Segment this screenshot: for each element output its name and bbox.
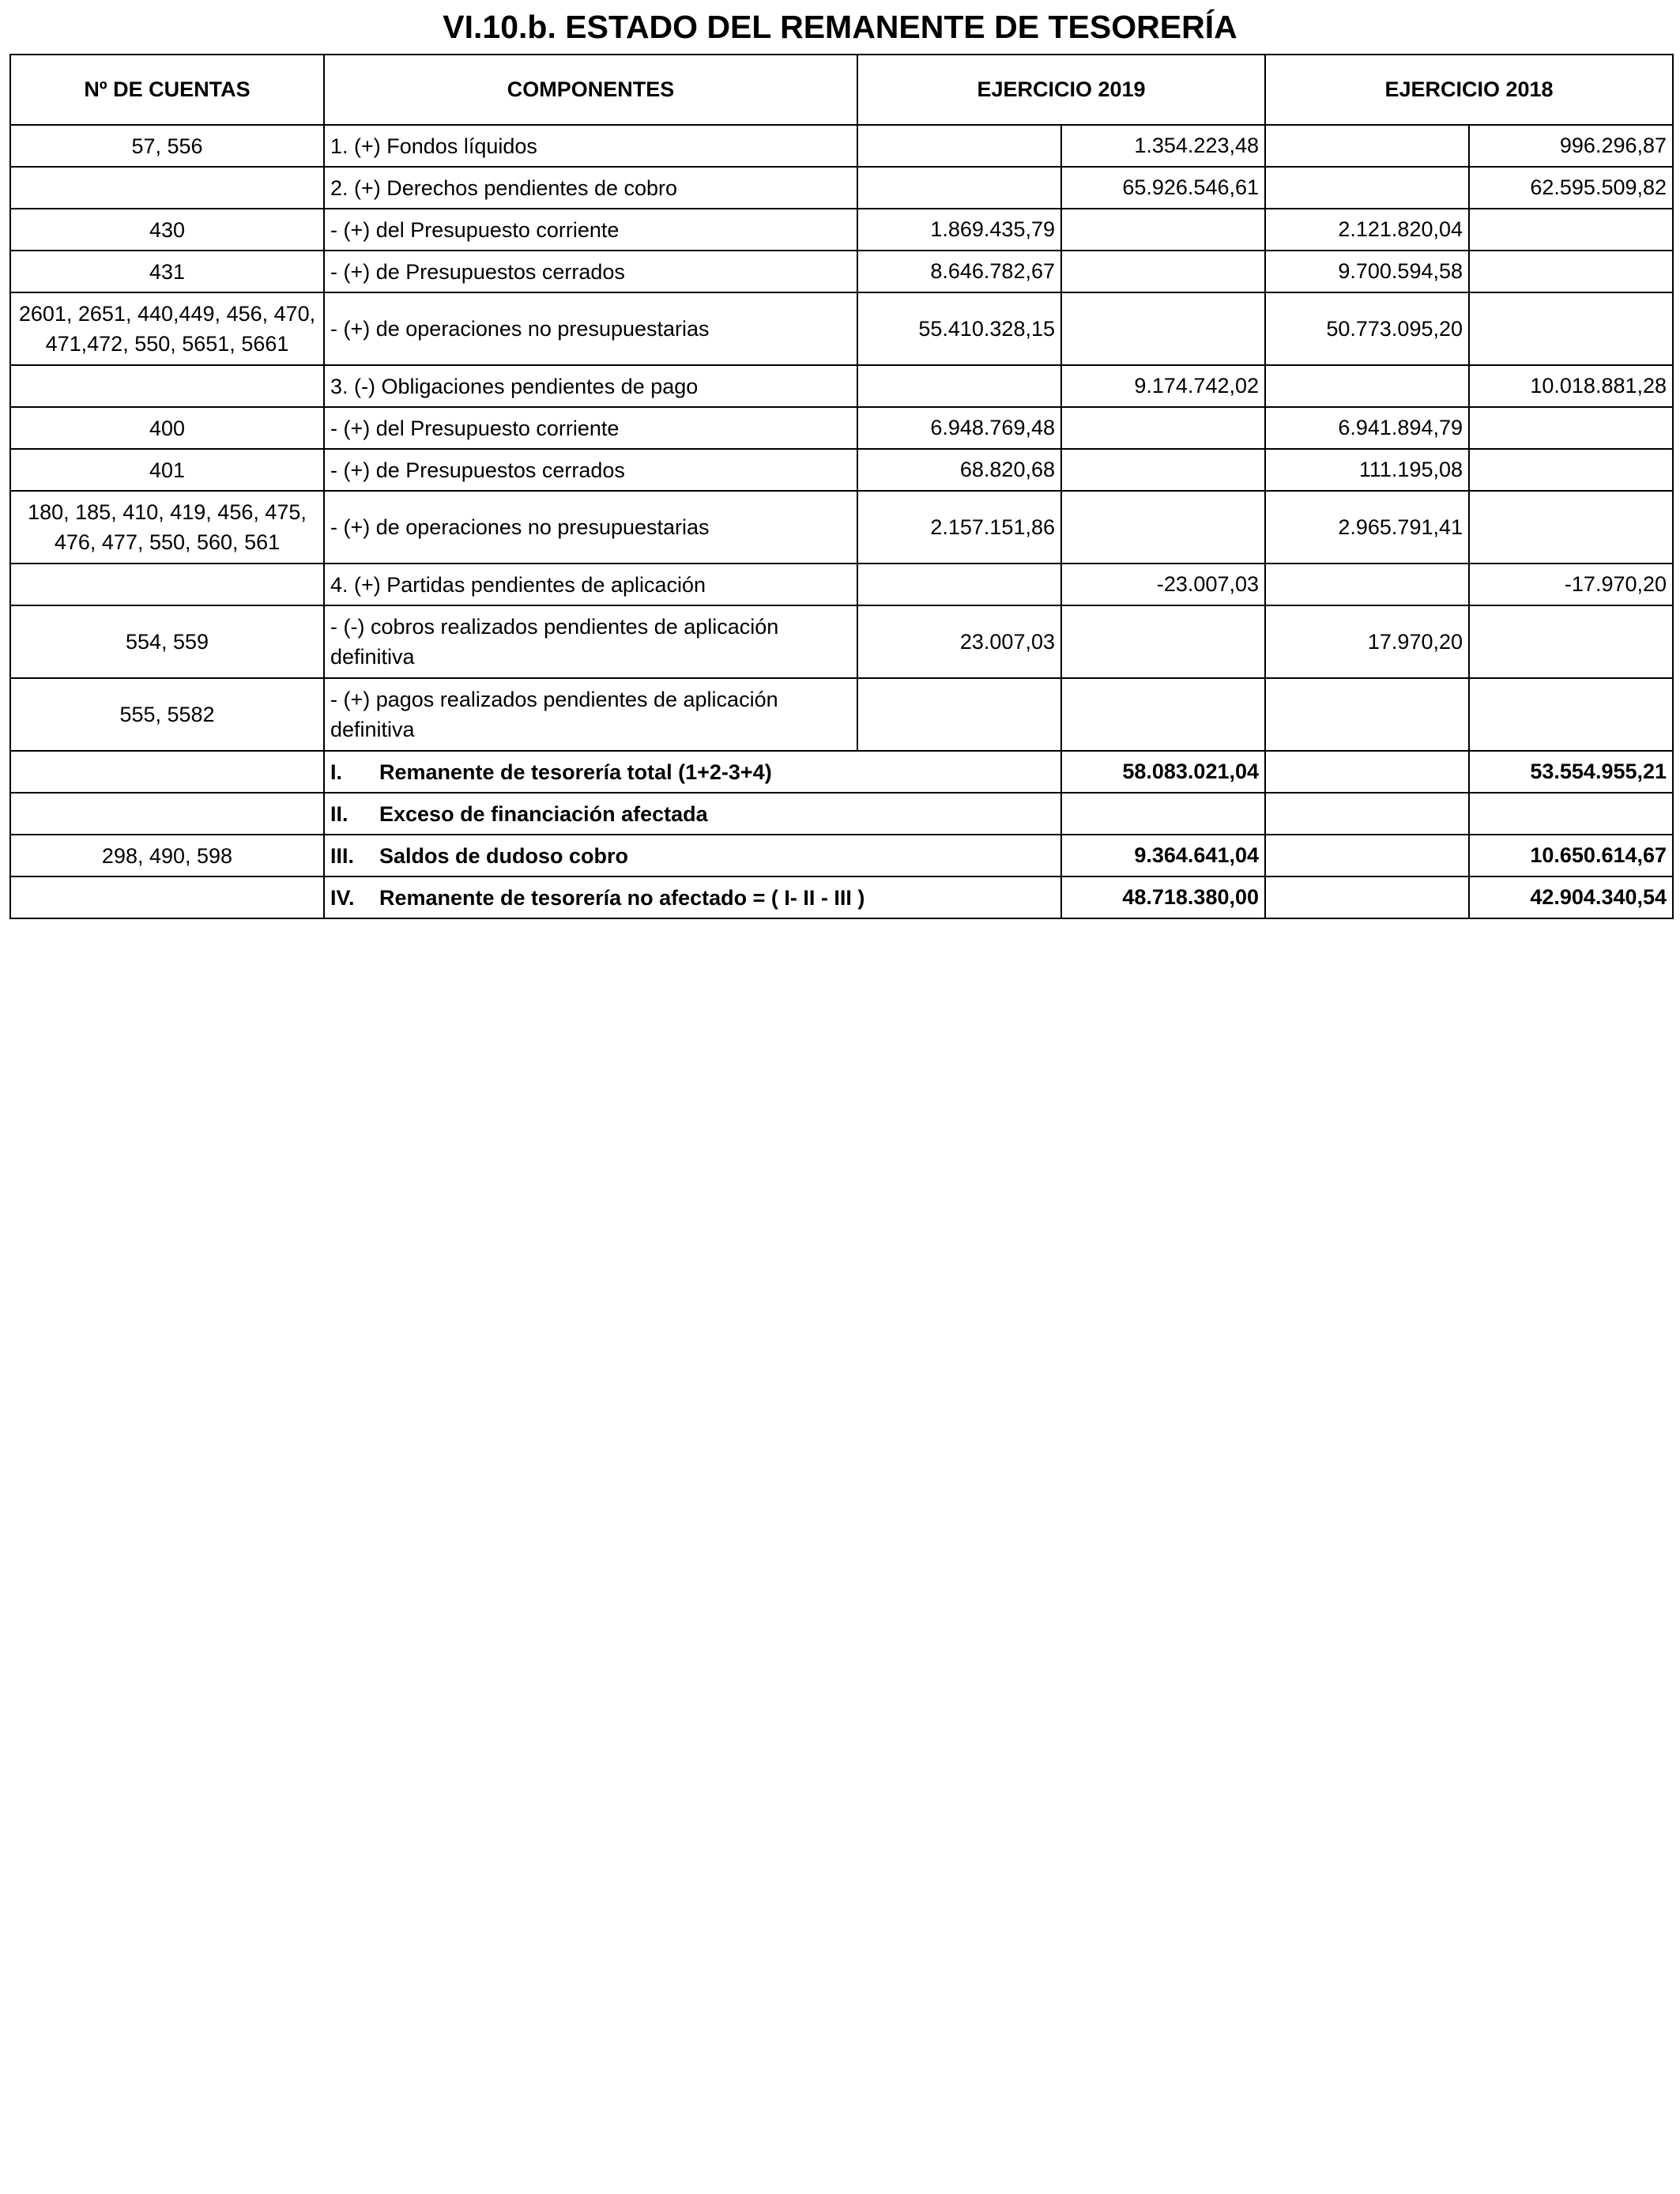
value-2018-total	[1469, 407, 1673, 449]
value-2019-total: 9.364.641,04	[1061, 835, 1265, 876]
page-title: VI.10.b. ESTADO DEL REMANENTE DE TESORERÍA	[443, 9, 1237, 45]
value-2018-total: -17.970,20	[1469, 564, 1673, 605]
summary-row-iii	[10, 835, 1673, 876]
value-2019-total: 58.083.021,04	[1061, 751, 1265, 793]
account-cell: 555, 5582	[10, 678, 324, 751]
value-2018-detail: 2.121.820,04	[1265, 209, 1469, 251]
value-2018-detail	[1265, 835, 1469, 876]
summary-label: Saldos de dudoso cobro	[379, 843, 629, 868]
value-2018-detail: 111.195,08	[1265, 449, 1469, 491]
value-2019-detail: 2.157.151,86	[857, 491, 1061, 564]
component-cell: - (+) pagos realizados pendientes de aplicación definitiva	[324, 678, 857, 751]
table-row	[10, 167, 1673, 209]
account-cell	[10, 167, 324, 209]
component-cell: - (+) de Presupuestos cerrados	[324, 449, 857, 491]
summary-label-cell	[324, 793, 1061, 835]
account-cell: 180, 185, 410, 419, 456, 475, 476, 477, 550, 560, 561	[10, 491, 324, 564]
table-row	[10, 491, 1673, 564]
value-2019-total	[1061, 449, 1265, 491]
value-2019-total: 65.926.546,61	[1061, 167, 1265, 209]
value-2019-detail	[857, 678, 1061, 751]
roman-numeral: II.	[330, 801, 348, 826]
table-row	[10, 407, 1673, 449]
value-2018-total	[1469, 491, 1673, 564]
header-ejercicio-2018: EJERCICIO 2018	[1265, 55, 1673, 125]
value-2019-total	[1061, 407, 1265, 449]
value-2019-detail	[857, 167, 1061, 209]
summary-row-ii	[10, 793, 1673, 835]
value-2018-total: 53.554.955,21	[1469, 751, 1673, 793]
account-cell: 400	[10, 407, 324, 449]
value-2018-total: 10.018.881,28	[1469, 365, 1673, 407]
table-row	[10, 564, 1673, 605]
summary-label: Exceso de financiación afectada	[379, 801, 708, 826]
account-cell: 401	[10, 449, 324, 491]
value-2018-detail	[1265, 167, 1469, 209]
value-2018-detail	[1265, 678, 1469, 751]
value-2019-detail: 23.007,03	[857, 605, 1061, 678]
component-cell: 1. (+) Fondos líquidos	[324, 125, 857, 167]
component-cell: 3. (-) Obligaciones pendientes de pago	[324, 365, 857, 407]
component-cell: - (+) de Presupuestos cerrados	[324, 251, 857, 292]
summary-row-iv	[10, 876, 1673, 918]
roman-numeral: IV.	[330, 885, 355, 910]
value-2018-detail	[1265, 365, 1469, 407]
value-2019-detail: 1.869.435,79	[857, 209, 1061, 251]
account-cell: 2601, 2651, 440,449, 456, 470, 471,472, 550, 5651, 5661	[10, 292, 324, 365]
value-2018-total	[1469, 292, 1673, 365]
value-2018-total	[1469, 449, 1673, 491]
account-cell	[10, 564, 324, 605]
value-2018-total: 10.650.614,67	[1469, 835, 1673, 876]
table-row	[10, 251, 1673, 292]
value-2018-detail	[1265, 564, 1469, 605]
value-2019-total: 9.174.742,02	[1061, 365, 1265, 407]
account-cell: 431	[10, 251, 324, 292]
value-2019-detail	[857, 564, 1061, 605]
table-row	[10, 125, 1673, 167]
component-cell: 2. (+) Derechos pendientes de cobro	[324, 167, 857, 209]
value-2018-total	[1469, 251, 1673, 292]
value-2018-detail: 2.965.791,41	[1265, 491, 1469, 564]
value-2019-total	[1061, 678, 1265, 751]
value-2019-total	[1061, 793, 1265, 835]
summary-label: Remanente de tesorería no afectado = ( I- II - III )	[379, 885, 865, 910]
value-2018-total: 996.296,87	[1469, 125, 1673, 167]
value-2019-total	[1061, 251, 1265, 292]
value-2019-total: 1.354.223,48	[1061, 125, 1265, 167]
value-2019-detail	[857, 125, 1061, 167]
header-cuentas: Nº DE CUENTAS	[10, 55, 324, 125]
value-2018-total: 42.904.340,54	[1469, 876, 1673, 918]
value-2018-detail: 9.700.594,58	[1265, 251, 1469, 292]
account-cell	[10, 793, 324, 835]
value-2018-total	[1469, 209, 1673, 251]
value-2019-detail: 55.410.328,15	[857, 292, 1061, 365]
account-cell: 57, 556	[10, 125, 324, 167]
summary-label-cell	[324, 835, 1061, 876]
value-2018-detail: 17.970,20	[1265, 605, 1469, 678]
account-cell	[10, 876, 324, 918]
roman-numeral: I.	[330, 760, 343, 784]
component-cell: - (+) del Presupuesto corriente	[324, 407, 857, 449]
account-cell	[10, 751, 324, 793]
value-2018-total	[1469, 605, 1673, 678]
component-cell: 4. (+) Partidas pendientes de aplicación	[324, 564, 857, 605]
summary-row-i	[10, 751, 1673, 793]
value-2018-total: 62.595.509,82	[1469, 167, 1673, 209]
table-row	[10, 292, 1673, 365]
summary-label-cell	[324, 751, 1061, 793]
value-2019-detail: 68.820,68	[857, 449, 1061, 491]
value-2019-total	[1061, 605, 1265, 678]
value-2019-detail	[857, 365, 1061, 407]
summary-label: Remanente de tesorería total (1+2-3+4)	[379, 760, 772, 784]
account-cell	[10, 365, 324, 407]
header-componentes: COMPONENTES	[324, 55, 857, 125]
table-row	[10, 678, 1673, 751]
summary-label-cell	[324, 876, 1061, 918]
table-row	[10, 449, 1673, 491]
table-row	[10, 209, 1673, 251]
roman-numeral: III.	[330, 843, 355, 868]
value-2018-detail	[1265, 125, 1469, 167]
header-ejercicio-2019: EJERCICIO 2019	[857, 55, 1265, 125]
value-2019-total: -23.007,03	[1061, 564, 1265, 605]
table-row	[10, 605, 1673, 678]
value-2019-detail: 8.646.782,67	[857, 251, 1061, 292]
value-2019-total	[1061, 491, 1265, 564]
account-cell: 298, 490, 598	[10, 835, 324, 876]
value-2018-detail: 6.941.894,79	[1265, 407, 1469, 449]
value-2018-detail	[1265, 876, 1469, 918]
component-cell: - (-) cobros realizados pendientes de aplicación definitiva	[324, 605, 857, 678]
value-2018-detail	[1265, 793, 1469, 835]
header-row	[10, 55, 1673, 125]
component-cell: - (+) del Presupuesto corriente	[324, 209, 857, 251]
value-2019-total	[1061, 209, 1265, 251]
value-2018-detail: 50.773.095,20	[1265, 292, 1469, 365]
value-2018-detail	[1265, 751, 1469, 793]
value-2018-total	[1469, 793, 1673, 835]
table-row	[10, 365, 1673, 407]
account-cell: 554, 559	[10, 605, 324, 678]
value-2019-total: 48.718.380,00	[1061, 876, 1265, 918]
value-2019-detail: 6.948.769,48	[857, 407, 1061, 449]
account-cell: 430	[10, 209, 324, 251]
component-cell: - (+) de operaciones no presupuestarias	[324, 491, 857, 564]
remanente-table	[9, 54, 1674, 919]
value-2019-total	[1061, 292, 1265, 365]
value-2018-total	[1469, 678, 1673, 751]
component-cell: - (+) de operaciones no presupuestarias	[324, 292, 857, 365]
